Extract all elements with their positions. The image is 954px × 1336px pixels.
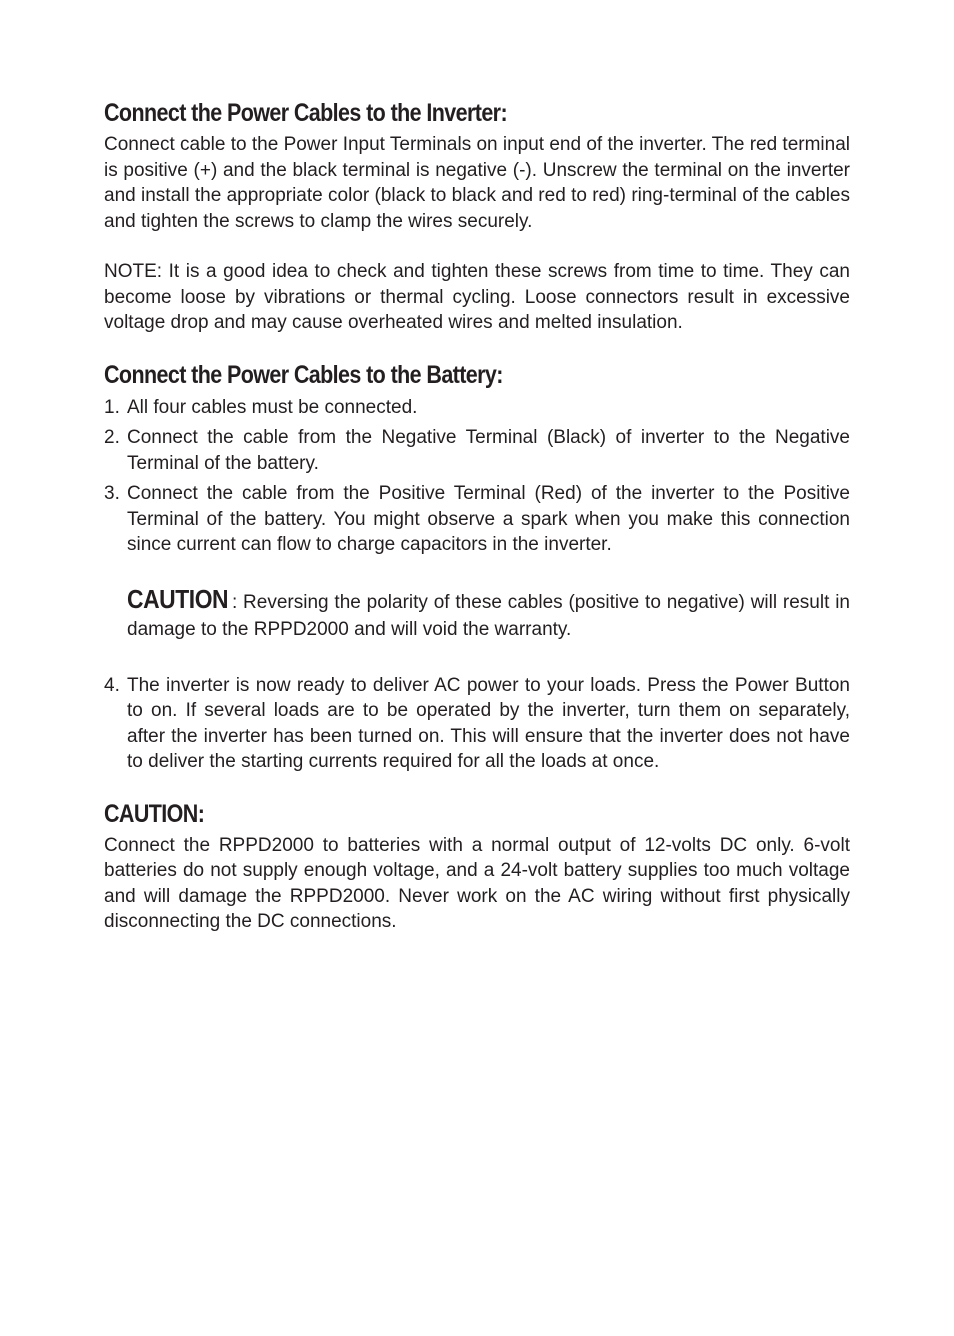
maintenance-note: NOTE: It is a good idea to check and tighten these screws from time to time. They can become loose by vibrations or thermal cycling. Loose connectors result in excessive voltage drop and may cause overheated wires and melted insulation.: [104, 261, 850, 333]
list-item: [104, 673, 850, 775]
step-number: 4.: [104, 674, 120, 696]
caution-heading: CAUTION:: [104, 799, 205, 828]
step-text: The inverter is now ready to deliver AC power to your loads. Press the Power Button to on. If several loads are to be operated by the inverter, turn them on separately, after the inverter has been turned on. This will ensure that the inverter does not have to deliver the starting currents required for all the loads at once.: [127, 674, 850, 772]
step-number: 3.: [104, 483, 120, 504]
list-item: [104, 425, 850, 476]
step-number: 2.: [104, 427, 120, 448]
manual-page: [104, 96, 850, 935]
step-number: 1.: [104, 396, 120, 418]
battery-steps-list-continued: [104, 673, 850, 775]
step-text: Connect the cable from the Negative Terminal (Black) of inverter to the Negative Terminal of the battery.: [127, 427, 850, 474]
polarity-caution: [127, 583, 850, 643]
step-text: Connect the cable from the Positive Terminal (Red) of the inverter to the Positive Terminal of the battery. You might observe a spark when you make this connection since current can flow to charge capacitors in the inverter.: [127, 483, 850, 555]
inverter-connection-paragraph: Connect cable to the Power Input Terminals on input end of the inverter. The red terminal is positive (+) and the black terminal is negative (-). Unscrew the terminal on the inverter and install the appropriate color (black to black and red to red) ring-terminal of the cables and tighten the screws to clamp the wires securely.: [104, 134, 851, 232]
list-item: [104, 395, 850, 421]
caution-label: CAUTION: [127, 583, 229, 614]
caution-text: : Reversing the polarity of these cables (positive to negative) will result in damage to the RPPD2000 and will void the warranty.: [127, 591, 850, 640]
battery-connection-heading: Connect the Power Cables to the Battery:: [104, 360, 503, 389]
battery-steps-list: [104, 395, 850, 558]
inverter-connection-heading: Connect the Power Cables to the Inverter:: [104, 99, 508, 127]
list-item: [104, 481, 850, 558]
step-text: All four cables must be connected.: [127, 396, 418, 418]
caution-paragraph: Connect the RPPD2000 to batteries with a normal output of 12-volts DC only. 6-volt batteries do not supply enough voltage, and a 24-volt battery supplies too much voltage and will damage the RPPD2000. Never work on the AC wiring without first physically disconnecting the DC connections.: [104, 834, 850, 932]
